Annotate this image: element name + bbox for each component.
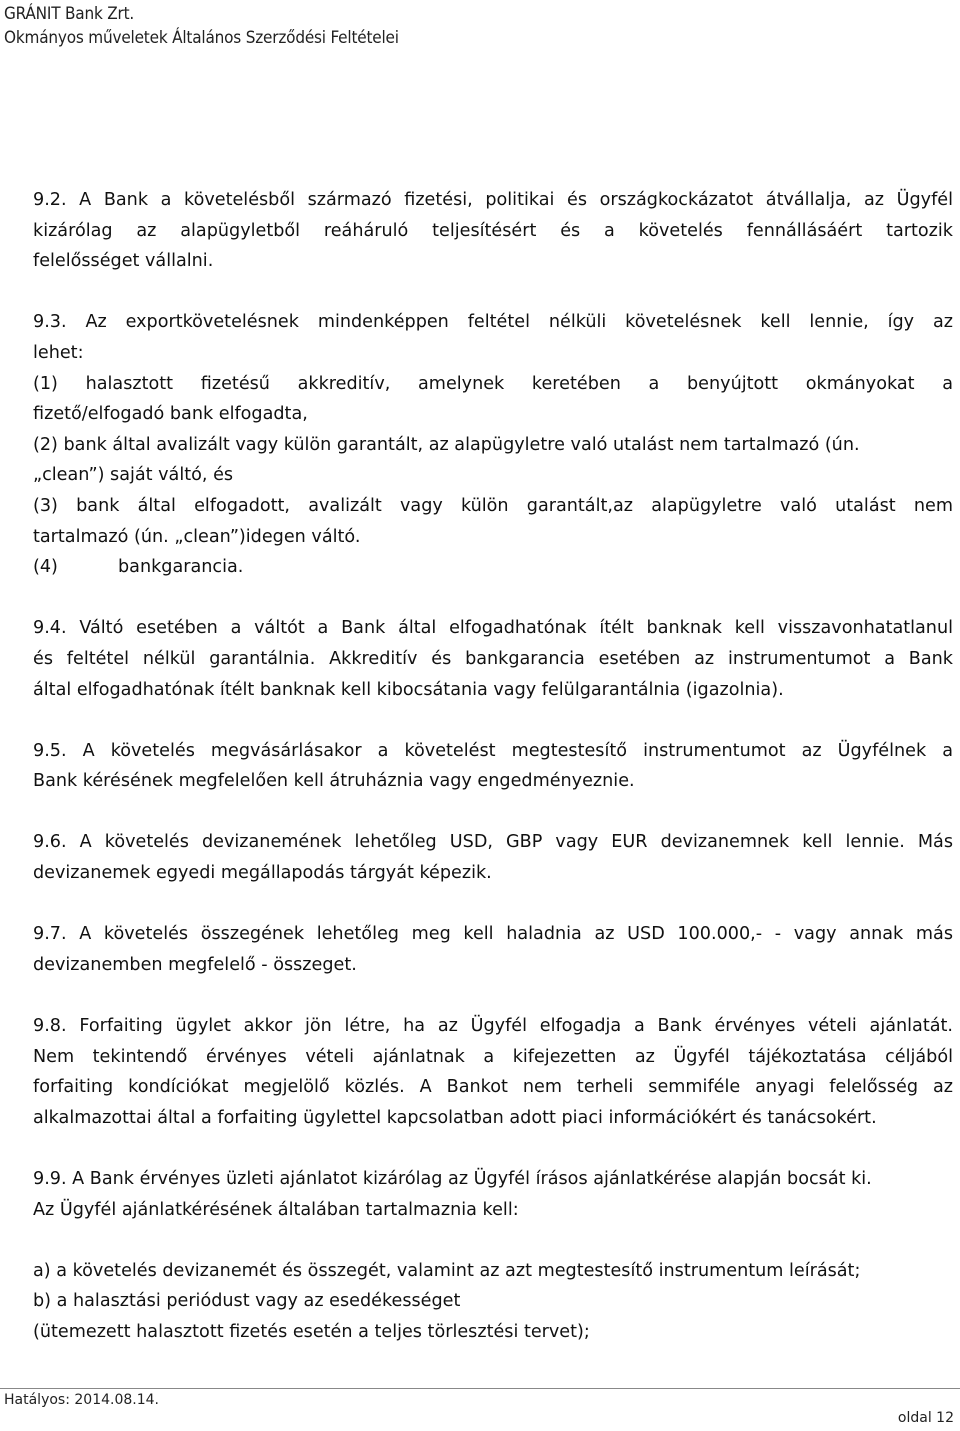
list-text: bankgarancia. (118, 557, 244, 578)
text-line: Nem tekintendő érvényes vételi ajánlatnak a kifejezetten az Ügyfél tájékoztatása céljából (33, 1046, 953, 1067)
request-contents-list (33, 1256, 953, 1348)
section-9-7 (33, 919, 953, 980)
text-line: 9.6. A követelés devizanemének lehetőleg USD, GBP vagy EUR devizanemnek kell lennie. Más (33, 832, 953, 853)
section-9-3 (33, 307, 953, 582)
text-line: 9.2. A Bank a követelésből származó fizetési, politikai és országkockázatot átvállalja, az Ügyfél (33, 190, 953, 210)
text-line: alkalmazottai által a forfaiting ügylettel kapcsolatban adott piaci információkért és tanácsokért. (33, 1107, 877, 1128)
list-item: (1) halasztott fizetésű akkreditív, amelynek keretében a benyújtott okmányokat a (33, 373, 953, 394)
text-line: 9.4. Váltó esetében a váltót a Bank által elfogadhatónak ítélt banknak kell visszavonhatatlanul (33, 618, 953, 639)
list-item (33, 552, 953, 583)
text-line: Az Ügyfél ajánlatkérésének általában tartalmaznia kell: (33, 1199, 519, 1220)
footer-divider (0, 1388, 960, 1389)
text-line: felelősséget vállalni. (33, 251, 214, 272)
list-number: (4) (33, 557, 58, 578)
section-9-9 (33, 1164, 953, 1225)
text-line: által elfogadhatónak ítélt banknak kell kibocsátania vagy felülgarantálnia (igazolnia). (33, 679, 784, 700)
text-line: forfaiting kondíciókat megjelölő közlés. A Bankot nem terheli semmiféle anyagi felelősség az (33, 1077, 953, 1098)
document-title: Okmányos műveletek Általános Szerződési Feltételei (4, 28, 399, 48)
list-item: „clean”) saját váltó, és (33, 465, 234, 486)
text-line: és feltétel nélkül garantálnia. Akkreditív és bankgarancia esetében az instrumentumot a Bank (33, 648, 953, 669)
text-line: 9.8. Forfaiting ügylet akkor jön létre, ha az Ügyfél elfogadja a Bank érvényes vételi ajánlatát. (33, 1016, 953, 1037)
text-line: Bank kérésének megfelelően kell átruháznia vagy engedményeznie. (33, 771, 635, 792)
section-9-8 (33, 1011, 953, 1133)
document-body (33, 185, 953, 1348)
section-9-4 (33, 613, 953, 705)
list-item: (2) bank által avalizált vagy külön garantált, az alapügyletre való utalást nem tartalmazó (ún. (33, 434, 860, 455)
section-9-2 (33, 185, 953, 277)
text-line: kizárólag az alapügyletből reáháruló teljesítésért és a követelés fennállásáért tartozik (33, 220, 953, 241)
page-number: oldal 12 (897, 1410, 954, 1426)
text-line: devizanemben megfelelő - összeget. (33, 954, 357, 975)
section-9-5 (33, 736, 953, 797)
list-item: a) a követelés devizanemét és összegét, valamint az azt megtestesítő instrumentum leírását; (33, 1260, 861, 1281)
text-line: lehet: (33, 342, 84, 363)
text-line: 9.5. A követelés megvásárlásakor a követelést megtestesítő instrumentumot az Ügyfélnek a (33, 740, 953, 761)
page-header (4, 2, 399, 50)
list-item: (ütemezett halasztott fizetés esetén a teljes törlesztési tervet); (33, 1321, 590, 1342)
list-item: fizető/elfogadó bank elfogadta, (33, 404, 308, 425)
company-name: GRÁNIT Bank Zrt. (4, 4, 135, 24)
section-9-6 (33, 827, 953, 888)
list-item: (3) bank által elfogadott, avalizált vagy külön garantált,az alapügyletre való utalást nem (33, 495, 953, 516)
text-line: 9.7. A követelés összegének lehetőleg meg kell haladnia az USD 100.000,- - vagy annak más (33, 924, 953, 945)
list-item: tartalmazó (ún. „clean”)idegen váltó. (33, 526, 361, 547)
list-item: b) a halasztási periódust vagy az esedékességet (33, 1291, 461, 1312)
effective-date: Hatályos: 2014.08.14. (4, 1392, 159, 1408)
text-line: devizanemek egyedi megállapodás tárgyát képezik. (33, 863, 492, 884)
text-line: 9.9. A Bank érvényes üzleti ajánlatot kizárólag az Ügyfél írásos ajánlatkérése alapján bocsát ki. (33, 1169, 872, 1189)
text-line: 9.3. Az exportkövetelésnek mindenképpen feltétel nélküli követelésnek kell lennie, így az (33, 312, 953, 333)
